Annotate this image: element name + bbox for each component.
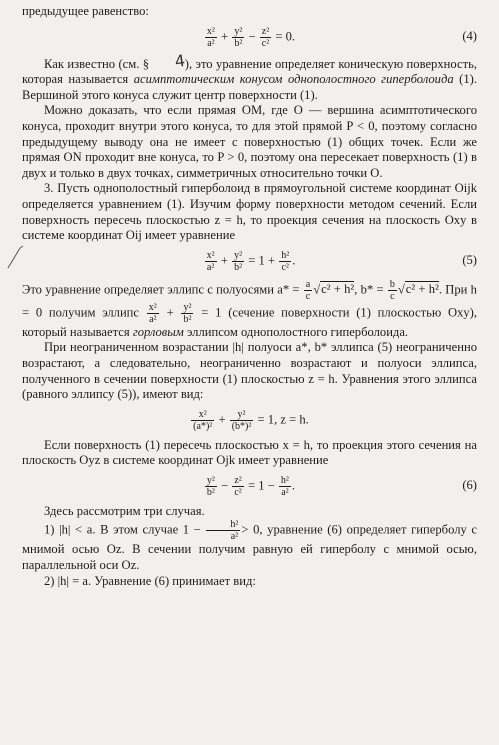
fraction: $\frac{\text{y²}}{\text{(b*)²}}$ [231, 408, 252, 432]
fraction: $\frac{\text{y²}}{\text{b²}}$ [206, 474, 215, 498]
paragraph-case-1: 1) |h| < a. В этом случае 1 − $\frac{\text{h²}}{\text{a²}}$ > 0, уравнение (6) определяет гиперболу с мнимой осью Oz. В сечении получим равную ей гиперболу с мнимой осью, параллельной оси Oz. [22, 519, 477, 573]
fraction: $\frac{\text{x²}}{\text{a²}}$ [206, 25, 215, 49]
equation-ellipse-section: $\frac{\text{x²}}{\text{(a*)²}}$ + $\frac{\text{y²}}{\text{(b*)²}}$ = 1, z = h. [193, 408, 309, 432]
fraction: $\frac{\text{z²}}{\text{c²}}$ [234, 474, 242, 498]
term-italic: асимптотическим конусом однополостного гиперболоида [133, 72, 454, 87]
fraction: $\frac{\text{h²}}{\text{a²}}$ [280, 474, 289, 498]
term-italic: горловым [132, 324, 184, 339]
paragraph-asymptotic-cone: Как известно (см. § 4), это уравнение определяет коническую поверхность, которая называется асимптотическим конусом однополостного гиперболоида (1). Вершиной этого конуса служит центр поверхности (1). [22, 50, 477, 102]
paragraph-lines: Можно доказать, что если прямая OM, где O — вершина асимптотического конуса, проходит внутри этого конуса, то для этой прямой P < 0, поэтому согласно предыдущему выводу она не имеет с поверхностью (1) общих точек. Если же прямая ON проходит вне конуса, то P > 0, поэтому она пересекает поверхность (1) в двух и только в двух точках, симметричных относительно точки O. [22, 103, 477, 180]
equation-number: (6) [462, 478, 477, 493]
fraction: $\frac{\text{z²}}{\text{c²}}$ [261, 25, 270, 49]
handwritten-note: 4 [173, 50, 186, 71]
paragraph-sections: 3. Пусть однополостный гиперболоид в прямоугольной системе координат Oijk определяется уравнением (1). Изучим форму поверхности методом сечений. Если поверхность пересечь плоскостью z = h, то проекция сечения на плоскость Oxy в системе координат Oij имеет уравнение [22, 181, 477, 243]
fraction: $\frac{\text{y²}}{\text{b²}}$ [234, 25, 243, 49]
fraction: $\frac{\text{y²}}{\text{b²}}$ [183, 301, 192, 325]
equation-5: $\frac{\text{x²}}{\text{a²}}$ + $\frac{\text{y²}}{\text{b²}}$ = 1 + $\frac{\text{h²}}{\text{c²}}$ . (5) [206, 249, 477, 273]
pencil-mark-icon [6, 244, 24, 270]
fraction: $\frac{b}{c}$ [389, 278, 395, 302]
fraction: $\frac{\text{h²}}{\text{c²}}$ [281, 249, 290, 273]
paragraph-growth: При неограниченном возрастании |h| полуоси a*, b* эллипса (5) неограниченно возрастают, а следовательно, неограниченно возрастают и полуоси эллипса, полученного в сечении поверхности (1) плоскостью z = h. Уравнения этого эллипса (равного эллипсу (5)), имеют вид: [22, 340, 477, 402]
equation-number: (4) [462, 29, 477, 44]
text-line-intro: предыдущее равенство: [22, 4, 149, 18]
square-root: √c² + h² [397, 282, 439, 297]
fraction: $\frac{\text{x²}}{\text{(a*)²}}$ [193, 408, 213, 432]
equation-6: $\frac{\text{y²}}{\text{b²}}$ − $\frac{\text{z²}}{\text{c²}}$ = 1 − $\frac{\text{h²}}{\text{a²}}$ . (6) [206, 474, 477, 498]
paragraph-ellipse: Это уравнение определяет эллипс с полуосями a* = $\frac{a}{c}$ √c² + h², b* = $\frac{b}{c}$ √c² + h². При h = 0 получим эллипс $\frac{\text{x²}}{\text{a²}}$ + $\frac{\text{y²}}{\text{b²}}$ = 1 (сечение поверхности (1) плоскостью Oxy), который называется горловым эллипсом однополостного гиперболоида. [22, 278, 478, 339]
equation-number: (5) [462, 253, 477, 268]
paragraph-cases: Здесь рассмотрим три случая. [44, 503, 205, 518]
fraction: $\frac{a}{c}$ [305, 278, 311, 302]
paragraph-plane-x: Если поверхность (1) пересечь плоскостью x = h, то проекция этого сечения на плоскость Oyz в системе координат Ojk имеет уравнение [22, 437, 477, 468]
fraction: $\frac{\text{y²}}{\text{b²}}$ [234, 249, 243, 273]
fraction: $\frac{\text{x²}}{\text{a²}}$ [206, 249, 215, 273]
equation-4: $\frac{\text{x²}}{\text{a²}}$ + $\frac{\text{y²}}{\text{b²}}$ − $\frac{\text{z²}}{\text{c²}}$ = 0. (4) [206, 25, 477, 49]
square-root: √c² + h² [313, 282, 355, 297]
fraction: $\frac{\text{x²}}{\text{a²}}$ [148, 301, 157, 325]
fraction: $\frac{\text{h²}}{\text{a²}}$ [206, 519, 240, 542]
paragraph-case-2: 2) |h| = a. Уравнение (6) принимает вид: [44, 573, 256, 588]
